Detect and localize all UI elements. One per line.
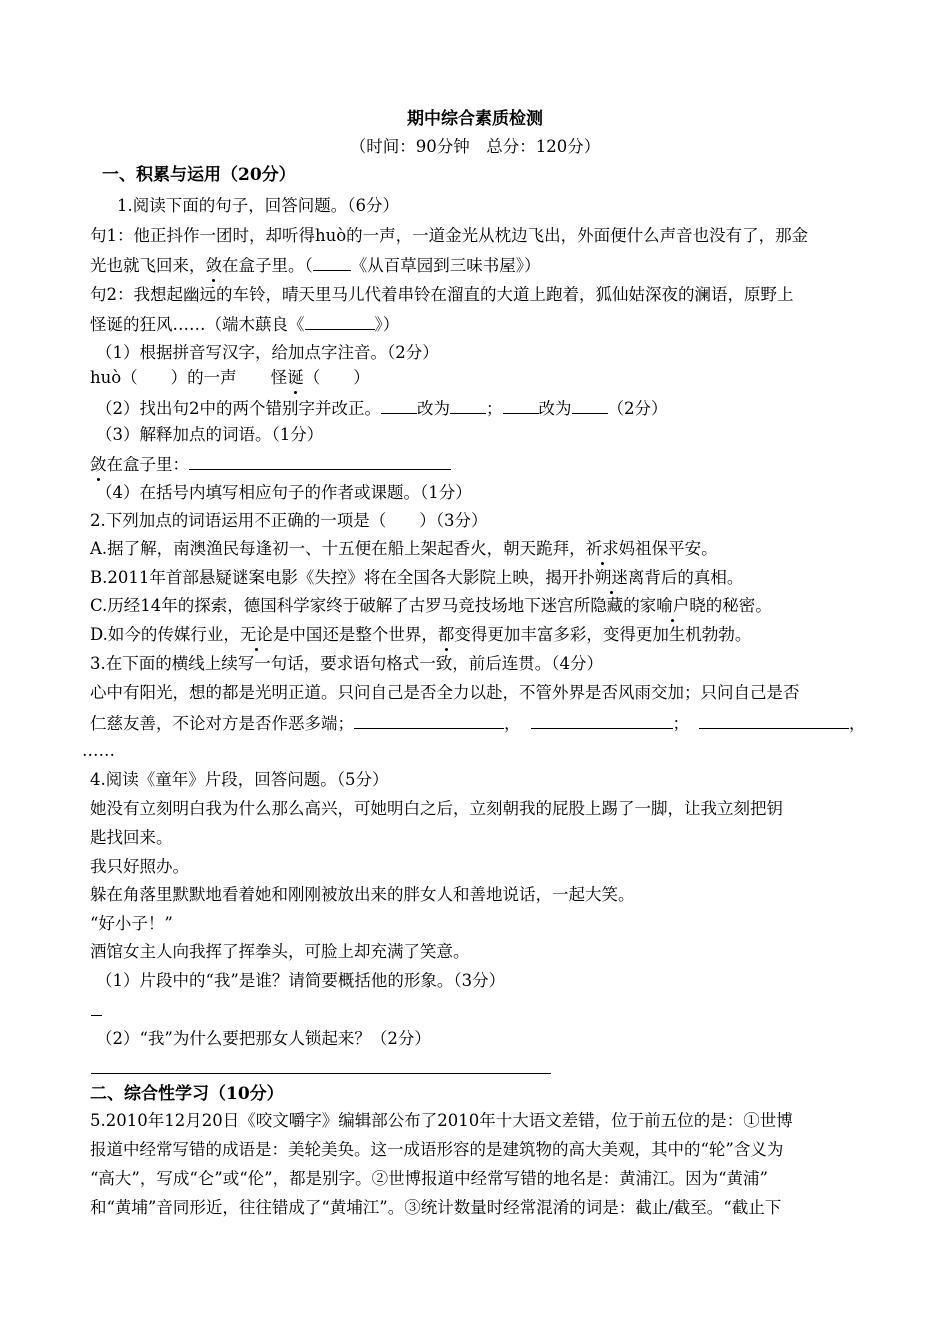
text: 怪诞的狂风……（端木蕻良《 xyxy=(90,315,305,334)
q1-part3: （3）解释加点的词语。（1分） xyxy=(96,425,324,444)
text: 背后的真相。 xyxy=(644,568,744,587)
text: 改为 xyxy=(538,399,572,418)
q1-sentence1-line1: 句1：他正抖作一团时，却听得huò的一声，一道金光从枕边飞出，外面便什么声音也没有了，那金 xyxy=(90,226,809,245)
text: 在盒子里。（ xyxy=(222,256,313,275)
text: C.历经14年的探索，德国科学家终于破解了古罗马竞技场地下迷宫所隐藏的 xyxy=(90,596,640,615)
text: 怪 xyxy=(270,368,288,387)
text: B.2011年首部悬疑谜案电影《失控》将在全国各大影院上映，揭开 xyxy=(90,568,579,587)
q5-line1: 5.2010年12月20日《咬文嚼字》编辑部公布了2010年十大语文差错，位于前五位的是：①世博 xyxy=(90,1111,793,1130)
section-1-heading: 一、积累与运用（20分） xyxy=(102,165,296,185)
q1-part1: （1）根据拼音写汉字，给加点字注音。（2分） xyxy=(96,343,439,362)
text: 光也就飞回来， xyxy=(90,256,206,275)
q4-passage-line4: 躲在角落里默默地看着她和刚刚被放出来的胖女人和善地说话，一起大笑。 xyxy=(90,885,635,904)
answer-blank[interactable] xyxy=(381,397,417,414)
text: 是中国还是整个世界， xyxy=(272,625,438,644)
answer-blank[interactable] xyxy=(503,397,539,414)
text: （2分） xyxy=(607,399,668,418)
answer-blank[interactable] xyxy=(572,397,608,414)
q5-line4: 和“黄埔”音同形近，往往错成了“黄埔江”。③统计数量时经常混淆的词是：截止/截至。“截止下 xyxy=(90,1198,782,1217)
text: 改为 xyxy=(417,399,450,418)
q2-option-d xyxy=(90,624,751,646)
answer-blank[interactable] xyxy=(313,254,351,271)
dotted-char: 敛 xyxy=(90,455,107,474)
text: A.据了解，南澳渔民每逢初一、十五便在船上架起香火，朝天跪拜， xyxy=(90,539,586,558)
text: D.如今的传媒行业， xyxy=(90,625,240,644)
q2-option-b xyxy=(90,567,743,589)
text: （2）找出句2中的两个错别字并改正。 xyxy=(96,399,381,418)
answer-blank[interactable] xyxy=(305,313,375,330)
q2-option-c xyxy=(90,595,772,617)
q3-ellipsis: …… xyxy=(82,741,115,760)
dotted-char: 诞 xyxy=(287,368,304,387)
q4-part1: （1）片段中的“我”是谁？请简要概括他的形象。（3分） xyxy=(96,971,506,990)
text: ； xyxy=(672,714,689,733)
q4-passage-line1: 她没有立刻明白我为什么那么高兴，可她明白之后，立刻朝我的屁股上踢了一脚，让我立刻把钥 xyxy=(90,799,783,818)
dotted-word: 祈求 xyxy=(585,539,619,558)
answer-blank[interactable] xyxy=(450,397,486,414)
dotted-word: 扑朔迷离 xyxy=(578,568,645,587)
text: ； xyxy=(486,399,503,418)
answer-blank[interactable] xyxy=(531,712,673,729)
dotted-char: 敛 xyxy=(205,256,222,275)
text: 仁慈友善，不论对方是否作恶多端； xyxy=(90,714,354,733)
exam-title: 期中综合素质检测 xyxy=(407,109,543,129)
dotted-word: 无论 xyxy=(239,625,273,644)
q4-passage-line6: 酒馆女主人向我挥了挥拳头，可脸上却充满了笑意。 xyxy=(90,942,470,961)
text: ， xyxy=(504,714,521,733)
q4-part2: （2）“我”为什么要把那女人锁起来？（2分） xyxy=(96,1029,431,1048)
dotted-word: 都 xyxy=(437,625,455,644)
text: 在盒子里： xyxy=(106,455,189,474)
q1-sentence2-line1: 句2：我想起幽远的车铃，晴天里马儿代着串铃在溜直的大道上跑着，狐仙姑深夜的澜语，原野上 xyxy=(90,285,794,304)
q1-sentence1-line2 xyxy=(90,254,541,277)
q5-line3: “高大”，写成“仑”或“伦”，都是别字。②世博报道中经常写错的地名是：黄浦江。因为“黄浦” xyxy=(90,1169,768,1188)
q4-passage-line3: 我只好照办。 xyxy=(90,857,189,876)
q1-part3-answer xyxy=(90,453,451,476)
text: 妈祖保平安。 xyxy=(618,539,718,558)
text: ， xyxy=(849,714,866,733)
q5-line2: 报道中经常写错的成语是：美轮美奂。这一成语形容的是建筑物的高大美观，其中的“轮”含义为 xyxy=(90,1140,784,1159)
q2-option-a xyxy=(90,538,718,560)
answer-blank[interactable] xyxy=(354,712,504,729)
q1-part2 xyxy=(96,397,668,420)
section-2-heading: 二、综合性学习（10分） xyxy=(90,1084,284,1104)
answer-line[interactable] xyxy=(91,1015,102,1016)
answer-blank[interactable] xyxy=(699,712,849,729)
text: （ ） xyxy=(303,368,370,387)
q1-sentence2-line2 xyxy=(90,313,399,336)
dotted-word: 家喻户晓 xyxy=(639,596,706,615)
q3-line2 xyxy=(90,712,866,735)
answer-line[interactable] xyxy=(91,1073,551,1074)
q3-stem: 3.在下面的横线上续写一句话，要求语句格式一致，前后连贯。（4分） xyxy=(90,654,603,673)
q1-stem: 1.阅读下面的句子，回答问题。（6分） xyxy=(117,196,399,215)
text: 的秘密。 xyxy=(705,596,772,615)
q2-stem: 2.下列加点的词语运用不正确的一项是（ ）（3分） xyxy=(90,511,488,530)
exam-subtitle: （时间：90分钟 总分：120分） xyxy=(349,137,601,156)
answer-blank[interactable] xyxy=(189,453,451,470)
q3-line1: 心中有阳光，想的都是光明正道。只问自己是否全力以赴，不管外界是否风雨交加；只问自己是否 xyxy=(90,683,800,702)
text: 变得更加丰富多彩，变得更加生机勃勃。 xyxy=(454,625,752,644)
q1-part1-items xyxy=(90,367,370,389)
q1-part4: （4）在括号内填写相应句子的作者或课题。（1分） xyxy=(96,483,472,502)
text: 》） xyxy=(374,315,400,334)
text: huò（ ）的一声 xyxy=(90,368,237,387)
q4-stem: 4.阅读《童年》片段，回答问题。（5分） xyxy=(90,770,389,789)
q4-passage-line5: “好小子！” xyxy=(90,914,173,933)
text: 《从百草园到三味书屋》） xyxy=(350,256,541,275)
q4-passage-line2: 匙找回来。 xyxy=(90,828,173,847)
